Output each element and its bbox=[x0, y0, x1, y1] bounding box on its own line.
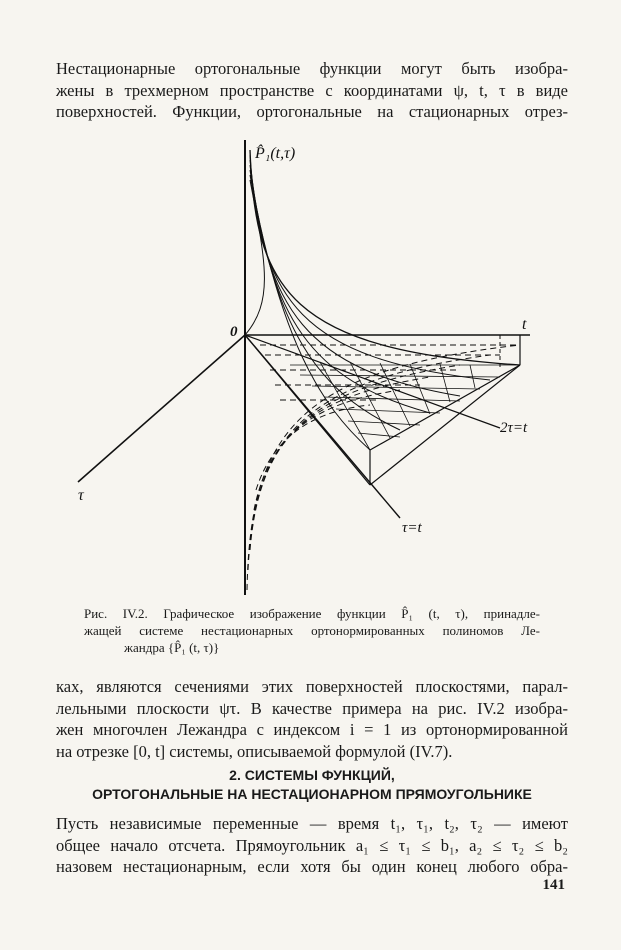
origin-label: 0 bbox=[230, 324, 238, 340]
after-figure-paragraph bbox=[56, 676, 568, 762]
tau-axis bbox=[78, 335, 245, 482]
heading-line: ОРТОГОНАЛЬНЫЕ НА НЕСТАЦИОНАРНОМ ПРЯМОУГОЛЬНИКЕ bbox=[92, 786, 532, 802]
text-line: Пусть независимые переменные — время t₁, τ₁, t₂, τ₂ — имеют bbox=[56, 814, 568, 833]
bottom-paragraph bbox=[56, 813, 568, 878]
tau-axis-label: τ bbox=[78, 487, 84, 504]
page-number: 141 bbox=[542, 877, 565, 893]
text-line: назовем нестационарным, если хотя бы один конец любого обра- bbox=[56, 857, 568, 876]
surface-curve bbox=[250, 365, 460, 550]
text-line: Нестационарные ортогональные функции могут быть изобра- bbox=[56, 59, 568, 78]
text-line: ках, являются сечениями этих поверхностей плоскостями, парал- bbox=[56, 677, 568, 696]
top-paragraph bbox=[56, 58, 568, 123]
t-axis-label: t bbox=[522, 316, 527, 333]
legendre-surface-figure bbox=[60, 130, 560, 605]
surface-curve bbox=[250, 155, 490, 380]
tau-label: τ=t bbox=[402, 520, 422, 536]
caption-line: Рис. IV.2. Графическое изображение функции P̂₁ (t, τ), принадле- bbox=[84, 606, 540, 621]
text-line: на отрезке [0, t] системы, описываемой формулой (IV.7). bbox=[56, 741, 453, 761]
surface-curve bbox=[250, 150, 520, 365]
text-line: жен многочлен Лежандра с индексом i = 1 из ортонормированной bbox=[56, 720, 568, 739]
psi-axis-label: P̂₁(t,τ) bbox=[255, 145, 296, 162]
two-tau-label: 2τ=t bbox=[500, 420, 528, 436]
section-heading bbox=[56, 766, 568, 804]
text-line: жены в трехмерном пространстве с координатами ψ, t, τ в виде bbox=[56, 80, 568, 100]
figure-caption bbox=[84, 605, 540, 656]
surface-curve bbox=[250, 160, 460, 396]
caption-line: жандра {P̂₁ (t, τ)} bbox=[124, 640, 220, 655]
surface-curve bbox=[250, 170, 400, 430]
surface-curve bbox=[245, 180, 264, 335]
text-line: общее начало отсчета. Прямоугольник a₁ ≤ τ₁ ≤ b₁, a₂ ≤ τ₂ ≤ b₂ bbox=[56, 835, 568, 855]
caption-line: жащей системе нестационарных ортонормированных полиномов Ле- bbox=[84, 623, 540, 638]
heading-line: 2. СИСТЕМЫ ФУНКЦИЙ, bbox=[229, 767, 395, 783]
text-line: лельными плоскости ψτ. В качестве примера на рис. IV.2 изобра- bbox=[56, 698, 568, 718]
text-line: поверхностей. Функции, ортогональные на стационарных отрез- bbox=[56, 102, 568, 121]
